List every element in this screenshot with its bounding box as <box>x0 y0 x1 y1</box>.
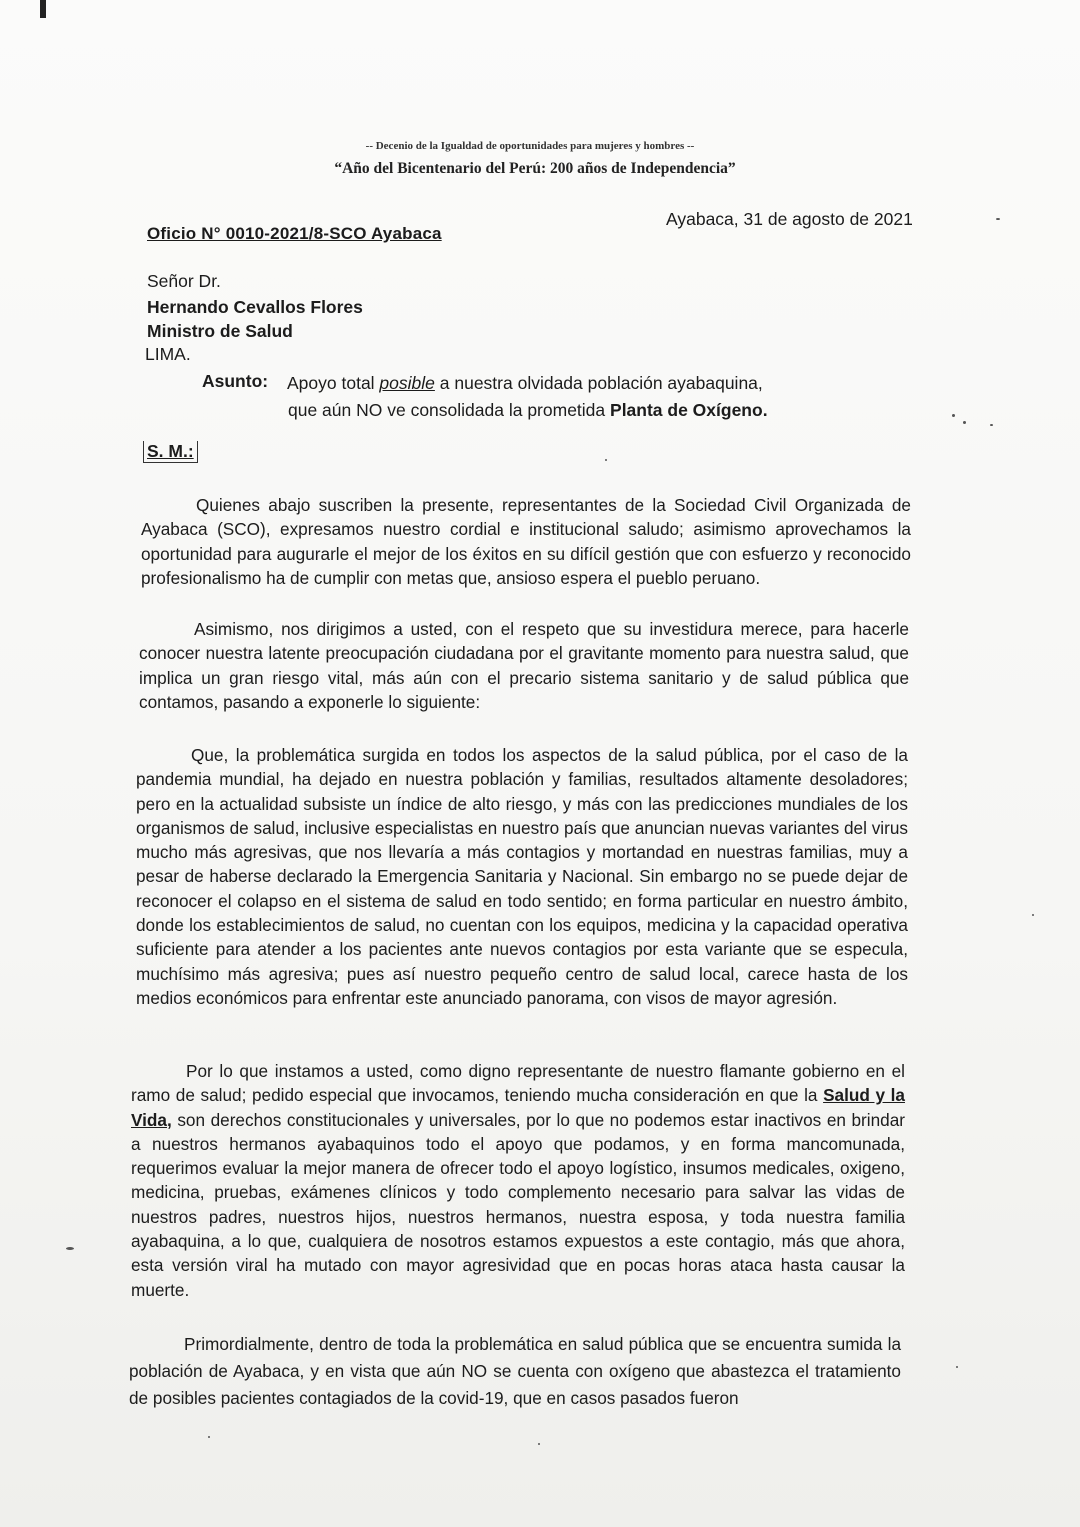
place-date: Ayabaca, 31 de agosto de 2021 <box>666 209 913 229</box>
scan-speck <box>66 1247 74 1250</box>
subject-line-2 <box>288 400 808 421</box>
paragraph-emphasis: Salud y la Vida, <box>131 1085 905 1130</box>
paragraph-concern: Asimismo, nos dirigimos a usted, con el respeto que su investidura merece, para hacerle conocer nuestra latente preocupación ciudadana por el gravitante momento para nuestra salud, que implica un gran riesgo vital, más aún con el precario sistema sanitario y de salud pública que contamos, pasando a exponerle lo siguiente: <box>139 619 909 712</box>
paragraph-problem: Que, la problemática surgida en todos los aspectos de la salud pública, por el caso de la pandemia mundial, ha dejado en nuestra población y familias, resultados altamente desoladores; pero en la actualidad subsiste un índice de alto riesgo, y más con las predicciones mundiales de los organismos de salud, inclusive especialistas en nuestro país que anuncian nuevas variantes del virus mucho más agresivas, que nos llevaría a más contagios y mortandad en nuestras familias, muy a pesar de haberse declarado la Emergencia Sanitaria y Nacional. Sin embargo no se puede dejar de reconocer el colapso en el sistema de salud en todo sentido; en forma particular en nuestro ámbito, donde los establecimientos de salud, no cuentan con los equipos, medicina y la capacidad operativa suficiente para atender a los pacientes ante nuevos contagios por esta variante que se especula, muchísimo más agresiva; pues así nuestro pequeño centro de salud local, carece hasta de los medios económicos para enfrentar este anunciado panorama, con visos de mayor agresión. <box>136 745 908 1008</box>
scan-edge-mark <box>40 0 46 18</box>
subject-emphasis: posible <box>379 373 435 393</box>
scan-speck <box>990 424 993 426</box>
subject-label: Asunto: <box>202 371 269 391</box>
paragraph-text: Por lo que instamos a usted, como digno representante de nuestro flamante gobierno en el ramo de salud; pedido especial que invocamos, teniendo mucha consideración en que la <box>131 1061 905 1106</box>
recipient-name: Hernando Cevallos Flores <box>147 297 363 317</box>
subject-text: a nuestra olvidada población ayabaquina, <box>434 373 763 393</box>
scan-speck <box>952 414 955 417</box>
salutation: S. M.: <box>143 441 198 463</box>
paragraph-oxygen: Primordialmente, dentro de toda la problemática en salud pública que se encuentra sumida la población de Ayabaca, y en vista que aún NO se cuenta con oxígeno que abastezca el tratamiento de posibles pacientes contagiados de la covid-19, que en casos pasados fueron <box>129 1334 901 1408</box>
paragraph-greeting: Quienes abajo suscriben la presente, representantes de la Sociedad Civil Organizada de Ayabaca (SCO), expresamos nuestro cordial e institucional saludo; asimismo aprovechamos la oportunidad para augurarle el mejor de los éxitos en su difícil gestión que con esfuerzo y reconocido profesionalismo ha de cumplir con metas que, ansioso espera el pueblo peruano. <box>141 495 911 588</box>
recipient-position: Ministro de Salud <box>147 321 293 341</box>
decade-header: -- Decenio de la Igualdad de oportunidades para mujeres y hombres -- <box>365 140 695 152</box>
scan-speck <box>605 459 607 461</box>
scan-speck <box>538 1443 540 1445</box>
recipient-title: Señor Dr. <box>147 271 221 291</box>
scan-speck <box>1032 914 1034 916</box>
document-reference: Oficio N° 0010-2021/8-SCO Ayabaca <box>147 224 442 243</box>
scan-speck <box>956 1366 958 1368</box>
scan-speck <box>996 218 1000 220</box>
year-header: “Año del Bicentenario del Perú: 200 años de Independencia” <box>334 160 736 177</box>
recipient-city: LIMA. <box>145 344 191 364</box>
subject-text: Apoyo total <box>287 373 380 393</box>
paragraph-text: son derechos constitucionales y universales, por lo que no podemos estar inactivos en brindar a nuestros hermanos ayabaquinos todo el apoyo que podamos, y en forma mancomunada, requerimos evaluar la mejor manera de ofrecer todo el apoyo logístico, insumos medicales, oxigeno, medicina, pruebas, exámenes clínicos y todo complemento necesario para salvar las vidas de nuestros padres, nuestros hijos, nuestros hermanos, nuestra esposa, y toda nuestra familia ayabaquina, a lo que, cualquiera de nosotros estamos expuestos a este contagio, más que ahora, esta versión viral ha mutado con mayor agresividad que en pocas horas ataca hasta causar la muerte. <box>131 1109 905 1300</box>
subject-text: que aún NO ve consolidada la prometida <box>288 400 611 420</box>
paragraph-request <box>131 1059 905 1302</box>
scan-speck <box>208 1436 210 1438</box>
subject-line-1 <box>287 373 807 394</box>
scan-speck <box>963 421 966 424</box>
subject-strong: Planta de Oxígeno. <box>610 400 768 420</box>
